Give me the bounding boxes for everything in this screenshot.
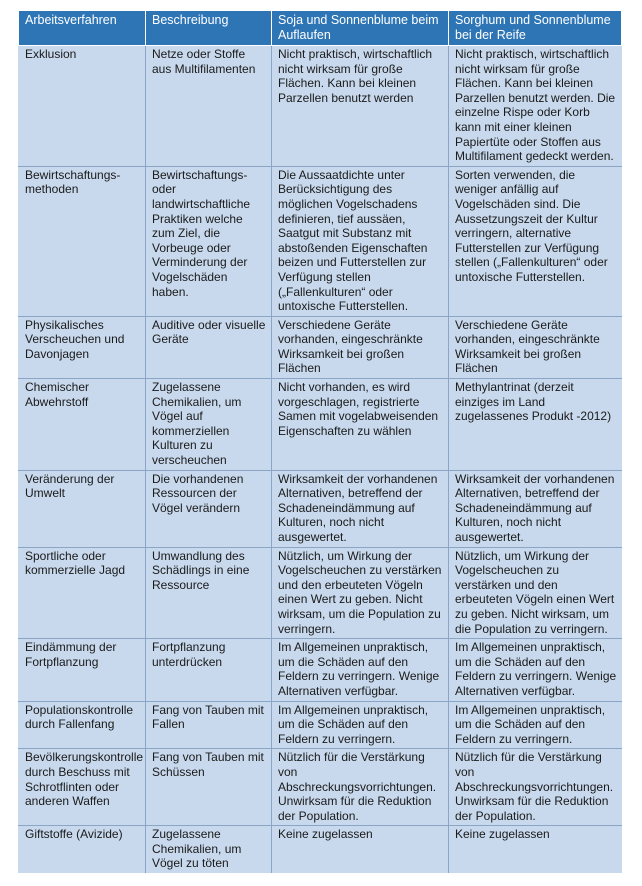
cell-maturity: Keine zugelassen <box>449 826 622 873</box>
cell-emergence: Nützlich für die Verstärkung von Abschreckungsvorrichtungen. Unwirksam für die Reduktion der Population. <box>272 749 449 826</box>
cell-emergence: Die Aussaatdichte unter Berücksichtigung des möglichen Vogelschadens definieren, tief aussäen, Saatgut mit Substanz mit abstoßenden Eigenschaften beizen und Futterstellen zur Verfügung stellen („Fallenkulturen“ oder untoxische Futterstellen. <box>272 166 449 316</box>
cell-emergence: Im Allgemeinen unpraktisch, um die Schäden auf den Feldern zu verringern. Wenige Alternativen verfügbar. <box>272 639 449 701</box>
cell-description: Zugelassene Chemikalien, um Vögel auf kommerziellen Kulturen zu verscheuchen <box>146 379 272 471</box>
table-row <box>19 826 622 873</box>
cell-description: Netze oder Stoffe aus Multifilamenten <box>146 46 272 167</box>
table-row <box>19 749 622 826</box>
header-row <box>19 11 622 46</box>
cell-description: Die vorhandenen Ressourcen der Vögel verändern <box>146 470 272 547</box>
cell-description: Fang von Tauben mit Fallen <box>146 701 272 749</box>
header-sorghum-sunflower-maturity: Sorghum und Sonnenblume bei der Reife <box>449 11 622 46</box>
cell-maturity: Im Allgemeinen unpraktisch, um die Schäden auf den Feldern zu verringern. Wenige Alternativen verfügbar. <box>449 639 622 701</box>
cell-description: Umwandlung des Schädlings in eine Ressource <box>146 547 272 639</box>
table-row <box>19 547 622 639</box>
cell-maturity: Sorten verwenden, die weniger anfällig auf Vogelschäden sind. Die Aussetzungszeit der Kultur verringern, alternative Futterstellen zur Verfügung stellen („Fallenkulturen“ oder untoxische Futterstellen. <box>449 166 622 316</box>
cell-maturity: Methylantrinat (derzeit einziges im Land zugelassenes Produkt -2012) <box>449 379 622 471</box>
methods-table-container <box>18 10 621 873</box>
header-soy-sunflower-emergence: Soja und Sonnenblume beim Auflaufen <box>272 11 449 46</box>
header-description: Beschreibung <box>146 11 272 46</box>
cell-emergence: Nützlich, um Wirkung der Vogelscheuchen zu verstärken und den erbeuteten Vögeln einen Wert zu geben. Nicht wirksam, um die Population zu verringern. <box>272 547 449 639</box>
cell-method: Sportliche oder kommerzielle Jagd <box>19 547 146 639</box>
cell-maturity: Nicht praktisch, wirtschaftlich nicht wirksam für große Flächen. Kann bei kleinen Parzellen benutzt werden. Die einzelne Rispe oder Korb kann mit einer kleinen Papiertüte oder Stoffen aus Multifilament gedeckt werden. <box>449 46 622 167</box>
table-row <box>19 166 622 316</box>
cell-maturity: Wirksamkeit der vorhandenen Alternativen, betreffend der Schadeneindämmung auf Kulturen, noch nicht ausgewertet. <box>449 470 622 547</box>
cell-maturity: Nützlich, um Wirkung der Vogelscheuchen zu verstärken und den erbeuteten Vögeln einen Wert zu geben. Nicht wirksam, um die Population zu verringern. <box>449 547 622 639</box>
cell-description: Bewirtschaftungs- oder landwirtschaftliche Praktiken welche zum Ziel, die Vorbeuge oder Verminderung der Vogelschäden haben. <box>146 166 272 316</box>
cell-maturity: Verschiedene Geräte vorhanden, eingeschränkte Wirksamkeit bei großen Flächen <box>449 316 622 378</box>
table-row <box>19 701 622 749</box>
cell-emergence: Keine zugelassen <box>272 826 449 873</box>
table-row <box>19 639 622 701</box>
cell-emergence: Im Allgemeinen unpraktisch, um die Schäden auf den Feldern zu verringern. <box>272 701 449 749</box>
cell-emergence: Verschiedene Geräte vorhanden, eingeschränkte Wirksamkeit bei großen Flächen <box>272 316 449 378</box>
cell-method: Chemischer Abwehrstoff <box>19 379 146 471</box>
cell-maturity: Nützlich für die Verstärkung von Abschreckungsvorrichtungen. Unwirksam für die Reduktion der Population. <box>449 749 622 826</box>
bird-control-methods-table <box>18 10 622 873</box>
cell-method: Populationskontrolle durch Fallenfang <box>19 701 146 749</box>
cell-maturity: Im Allgemeinen unpraktisch, um die Schäden auf den Feldern zu verringern. <box>449 701 622 749</box>
cell-emergence: Nicht vorhanden, es wird vorgeschlagen, registrierte Samen mit vogelabweisenden Eigenschaften zu wählen <box>272 379 449 471</box>
cell-method: Bewirtschaftungs-methoden <box>19 166 146 316</box>
cell-description: Fang von Tauben mit Schüssen <box>146 749 272 826</box>
cell-description: Fortpflanzung unterdrücken <box>146 639 272 701</box>
header-method: Arbeitsverfahren <box>19 11 146 46</box>
cell-emergence: Nicht praktisch, wirtschaftlich nicht wirksam für große Flächen. Kann bei kleinen Parzellen benutzt werden <box>272 46 449 167</box>
cell-description: Auditive oder visuelle Geräte <box>146 316 272 378</box>
cell-emergence: Wirksamkeit der vorhandenen Alternativen, betreffend der Schadeneindämmung auf Kulturen, noch nicht ausgewertet. <box>272 470 449 547</box>
cell-method: Bevölkerungskontrolle durch Beschuss mit Schrotflinten oder anderen Waffen <box>19 749 146 826</box>
cell-description: Zugelassene Chemikalien, um Vögel zu töten <box>146 826 272 873</box>
cell-method: Eindämmung der Fortpflanzung <box>19 639 146 701</box>
cell-method: Exklusion <box>19 46 146 167</box>
table-row <box>19 46 622 167</box>
cell-method: Physikalisches Verscheuchen und Davonjagen <box>19 316 146 378</box>
table-row <box>19 316 622 378</box>
table-row <box>19 379 622 471</box>
table-row <box>19 470 622 547</box>
cell-method: Veränderung der Umwelt <box>19 470 146 547</box>
cell-method: Giftstoffe (Avizide) <box>19 826 146 873</box>
